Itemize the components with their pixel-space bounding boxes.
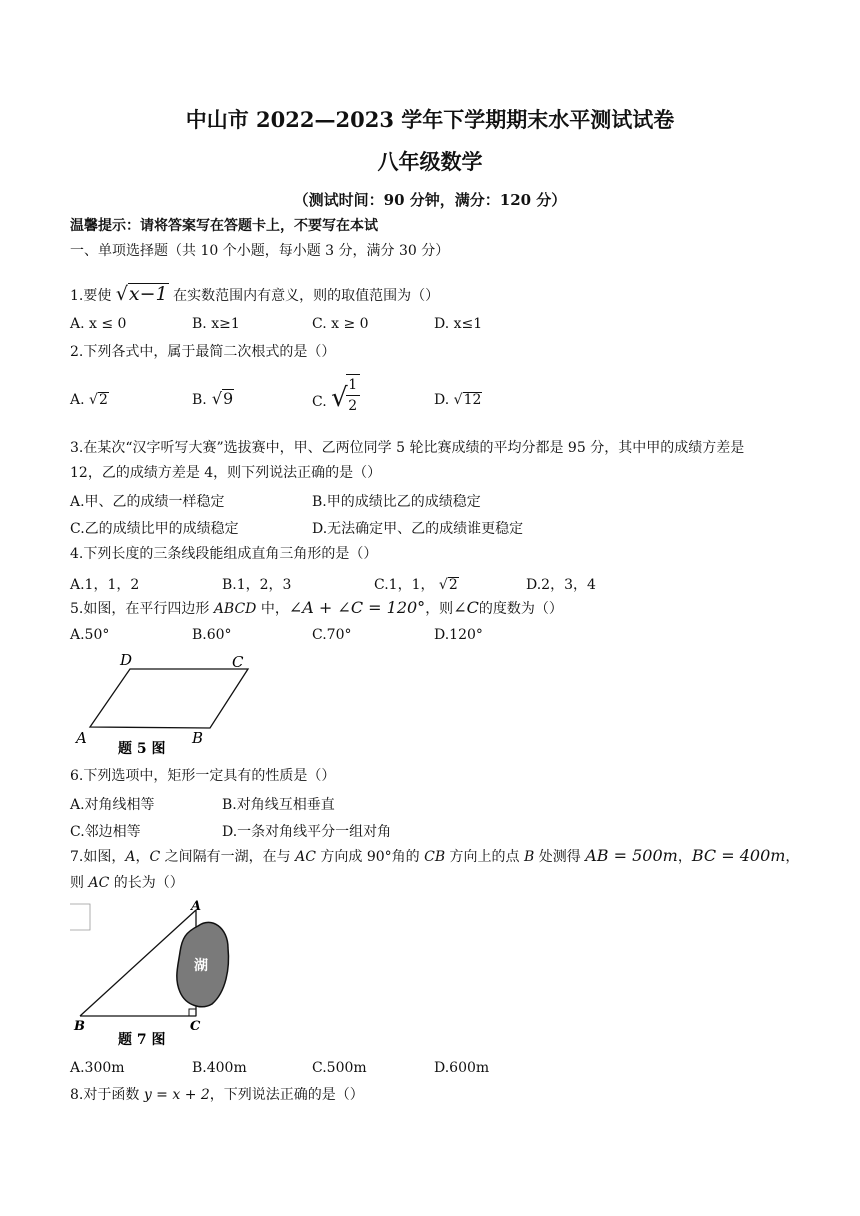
question-4: 4.下列长度的三条线段能组成直角三角形的是（） [70,546,378,562]
q7-option-c: C.500m [312,1060,367,1076]
label-a: A [191,899,202,914]
q5-post: 的度数为（） [478,601,563,617]
q3-option-a: A.甲、乙的成绩一样稳定 [70,494,225,510]
q3-option-b: B.甲的成绩比乙的成绩稳定 [312,494,481,510]
q2-c-numerator: 1 [348,377,358,393]
q5-expr: ∠A + ∠C = 120° [288,598,426,617]
figure-5-caption: 题 5 图 [118,741,166,757]
q7-option-b: B.400m [192,1060,247,1076]
q2-a-label: A. [70,392,85,408]
question-3-line-2: 12，乙的成绩方差是 4，则下列说法正确的是（） [70,465,382,481]
parallelogram-shape [90,669,248,728]
q2-option-c [312,374,360,422]
q7-option-a: A.300m [70,1060,125,1076]
q1-option-b: B. x≥1 [192,316,240,332]
section-heading: 一、单项选择题（共 10 个小题，每小题 3 分，满分 30 分） [70,243,450,259]
q2-option-d: D. √12 [434,392,482,408]
question-1 [70,283,439,305]
label-c: C [232,653,244,671]
q7-end: ， [785,849,800,865]
q5-angle: ∠C [453,598,479,617]
q7-line2-post: 的长为（） [109,875,184,891]
q2-b-radicand: 9 [223,389,234,408]
q7-mid4: 处测得 [534,849,586,865]
question-7-line-2 [70,874,184,892]
q7-ac: AC [295,849,316,865]
label-b: B [192,729,204,747]
q7-cb: CB [424,849,446,865]
q2-option-b: B. √9 [192,389,234,408]
q3-option-c: C.乙的成绩比甲的成绩稳定 [70,521,239,537]
q2-c-label: C. [312,394,327,410]
q2-option-a: A. √2 [70,392,108,408]
q5-option-b: B.60° [192,627,232,643]
q2-d-label: D. [434,392,450,408]
q2-c-fraction [346,374,360,416]
question-3-line-1: 3.在某次“汉字听写大赛”选拔赛中，甲、乙两位同学 5 轮比赛成绩的平均分都是 95 分，其中甲的成绩方差是 [70,440,745,456]
q1-radical: √x−1 [115,283,168,305]
q3-option-d: D.无法确定甲、乙的成绩谁更稳定 [312,521,524,537]
q4-option-d: D.2，3，4 [526,577,596,593]
q7-mid2: 方向成 90°角的 [315,849,425,865]
question-5 [70,599,563,618]
q7-pre: 7.如图， [70,849,126,865]
q7-mid3: 方向上的点 [445,849,525,865]
q8-post: ，下列说法正确的是（） [209,1087,364,1103]
q4-c-radicand: 2 [448,577,458,593]
q7-line2-pre: 则 [70,875,89,891]
q5-option-c: C.70° [312,627,352,643]
label-b: B [74,1019,85,1034]
q1-pre: 1.要使 [70,288,112,304]
q7-c: C [149,849,161,865]
tip-text: 温馨提示：请将答案写在答题卡上，不要写在本试 [70,218,378,234]
q7-comma: ， [135,849,150,865]
q2-d-radicand: 12 [463,392,482,408]
lake-label: 湖 [194,958,208,974]
q5-mid2: ，则 [425,601,454,617]
q7-ab-eq: AB = 500m [585,846,678,865]
q7-a: A [125,849,136,865]
question-2: 2.下列各式中，属于最简二次根式的是（） [70,344,336,360]
q1-radicand: x−1 [128,283,168,305]
q2-a-radicand: 2 [98,392,108,408]
figure-5-parallelogram [70,650,270,762]
q1-option-a: A. x ≤ 0 [70,316,127,332]
q7-bc-eq: BC = 400m [691,846,786,865]
q5-option-a: A.50° [70,627,110,643]
q2-c-radical-sign: √ [331,383,348,413]
label-d: D [120,651,133,669]
q7-b: B [524,849,535,865]
page-subtitle: 八年级数学 [377,149,483,174]
q5-abcd: ABCD [213,601,257,617]
figure-7-lake-triangle [66,896,256,1052]
q1-option-d: D. x≤1 [434,316,483,332]
q1-post: 在实数范围内有意义，则的取值范围为（） [173,288,440,304]
q2-c-denominator: 2 [346,395,360,416]
q4-c-label: C.1，1， [374,577,435,593]
label-c: C [190,1019,201,1034]
q7-mid: 之间隔有一湖，在与 [160,849,296,865]
exam-meta: （测试时间：90 分钟，满分：120 分） [293,191,567,209]
q6-option-c: C.邻边相等 [70,824,141,840]
label-a: A [76,729,87,747]
q7-sep: ， [677,849,692,865]
q5-pre: 5.如图，在平行四边形 [70,601,214,617]
figure-7-caption: 题 7 图 [118,1032,166,1048]
q1-option-c: C. x ≥ 0 [312,316,369,332]
q6-option-d: D.一条对角线平分一组对角 [222,824,392,840]
q2-b-label: B. [192,392,207,408]
q6-option-a: A.对角线相等 [70,797,155,813]
question-6: 6.下列选项中，矩形一定具有的性质是（） [70,768,336,784]
q5-mid: 中， [256,601,289,617]
q4-option-c: C.1，1， √2 [374,577,458,593]
q6-option-b: B.对角线互相垂直 [222,797,335,813]
q4-option-b: B.1，2，3 [222,577,292,593]
question-8 [70,1086,364,1104]
q8-expr: y = x + 2 [143,1087,210,1103]
page-title: 中山市 2022—2023 学年下学期期末水平测试试卷 [185,107,675,132]
right-angle-mark [189,1009,196,1016]
q5-option-d: D.120° [434,627,483,643]
q8-pre: 8.对于函数 [70,1087,144,1103]
q4-option-a: A.1，1，2 [70,577,140,593]
q7-ac2: AC [88,875,110,891]
question-7-line-1 [70,847,799,866]
figure-7-corner-mark [70,904,90,930]
q7-option-d: D.600m [434,1060,490,1076]
